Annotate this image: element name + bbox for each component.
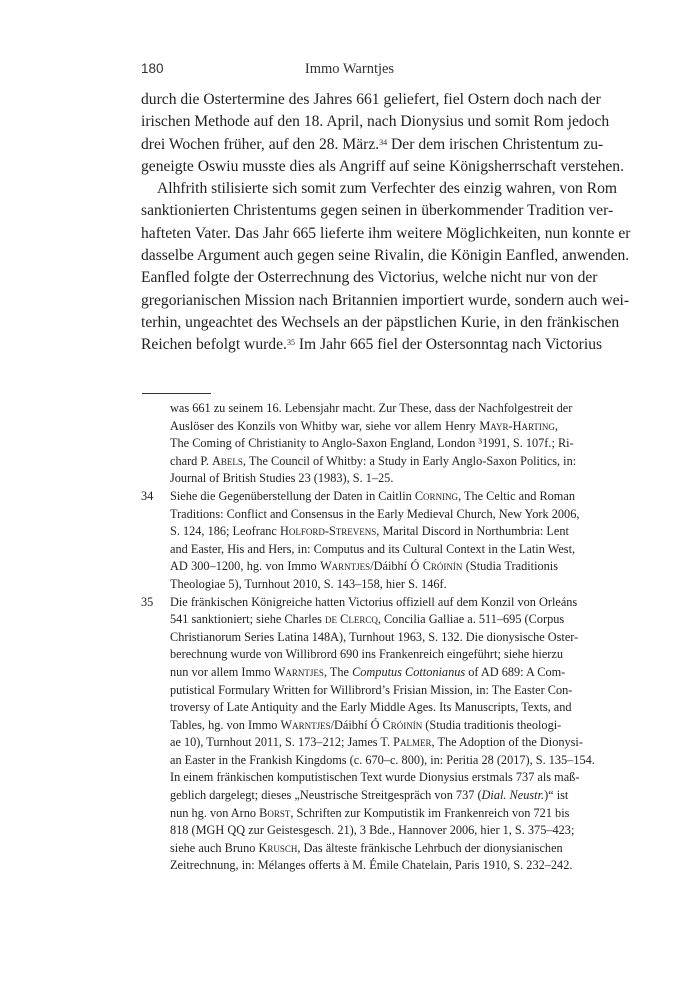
author-name: Cróinín (422, 559, 463, 574)
footnote-34 (141, 488, 580, 594)
footnote-line: geblich dargelegt; dieses „Neustrische Streitgespräch von 737 (Dial. Neustr.)“ ist (170, 788, 569, 803)
footnote-number: 34 (141, 488, 154, 503)
footnote-line: S. 124, 186; Leofranc Holford-Strevens, Marital Discord in Northumbria: Lent (170, 524, 569, 539)
author-name: Abels (212, 453, 243, 468)
author-name: Krusch (258, 840, 298, 855)
footnote-line: troversy of Late Antiquity and the Early Middle Ages. Its Manuscripts, Texts, and (170, 700, 572, 715)
author-name: Warntjes (280, 717, 331, 732)
footnote-line: an Easter in the Frankish Kingdoms (c. 670–c. 800), in: Peritia 28 (2017), S. 135–154. (170, 752, 595, 767)
body-line: dasselbe Argument auch gegen seine Rivalin, die Königin Eanfled, anwenden. (141, 247, 630, 265)
italic-title: Computus Cottonianus (352, 664, 466, 679)
author-name: Corning (414, 488, 459, 503)
author-name: Mayr-Harting (479, 418, 555, 433)
footnote-line: Tables, hg. von Immo Warntjes/Dáibhí Ó Cróinín (Studia traditionis theologi- (170, 717, 562, 732)
footnote-separator (142, 393, 211, 394)
body-line: hafteten Vater. Das Jahr 665 lieferte ihm weitere Möglichkeiten, nun konnte er (141, 224, 631, 242)
body-line: geneigte Oswiu musste dies als Angriff auf seine Königsherrschaft verstehen. (141, 157, 624, 175)
body-line: sanktionierten Christentums gegen seinen in überkommender Tradition ver- (141, 202, 614, 220)
body-line: Eanfled folgte der Osterrechnung des Victorius, welche nicht nur von der (141, 269, 598, 287)
footnote-line: berechnung wurde von Willibrord 690 ins Frankenreich eingeführt; siehe hierzu (170, 647, 564, 662)
footnote-line: ae 10), Turnhout 2011, S. 173–212; James T. Palmer, The Adoption of the Dionysi- (170, 735, 583, 750)
footnote-line: In einem fränkischen komputistischen Text wurde Dionysius erstmals 737 als maß- (170, 770, 580, 785)
footnote-line: Christianorum Series Latina 148A), Turnhout 1963, S. 132. Die dionysische Oster- (170, 629, 579, 644)
author-name: Cróinín (382, 717, 423, 732)
body-line: Reichen befolgt wurde.$^{35}$ Im Jahr 665 fiel der Ostersonntag nach Victorius (141, 336, 603, 354)
body-line: Alhfrith stilisierte sich somit zum Verfechter des einzig wahren, von Rom (157, 180, 618, 198)
footnote-line: Journal of British Studies 23 (1983), S. 1–25. (170, 471, 394, 486)
footnote-line: siehe auch Bruno Krusch, Das älteste fränkische Lehrbuch der dionysianischen (170, 840, 563, 855)
footnote-line: Siehe die Gegenüberstellung der Daten in Caitlin Corning, The Celtic and Roman (170, 488, 575, 503)
body-line: drei Wochen früher, auf den 28. März.$^{34}$ Der dem irischen Christentum zu- (141, 135, 604, 153)
footnote-continued (141, 400, 577, 488)
author-name: de Clercq (325, 612, 378, 627)
author-name: Warntjes (273, 664, 324, 679)
author-name: Holford-Strevens (279, 524, 377, 539)
author-name: Warntjes (320, 559, 371, 574)
footnote-line: Auslöser des Konzils von Whitby war, siehe vor allem Henry Mayr-Harting, (170, 418, 558, 433)
italic-title: Dial. Neustr. (481, 788, 545, 803)
footnote-line: Theologiae 5), Turnhout 2010, S. 143–158, hier S. 146f. (170, 576, 447, 591)
main-text (141, 89, 631, 357)
footnote-line: The Coming of Christianity to Anglo-Saxon England, London ³1991, S. 107f.; Ri- (170, 436, 574, 451)
footnote-line: Die fränkischen Königreiche hatten Victorius offiziell auf dem Konzil von Orleáns (170, 594, 578, 609)
page-number: 180 (141, 61, 164, 76)
footnote-line: nun hg. von Arno Borst, Schriften zur Komputistik im Frankenreich von 721 bis (170, 805, 570, 820)
footnote-line: was 661 zu seinem 16. Lebensjahr macht. Zur These, dass der Nachfolgestreit der (170, 401, 573, 415)
footnote-line: Zeitrechnung, in: Mélanges offerts à M. Émile Chatelain, Paris 1910, S. 232–242. (170, 858, 573, 873)
footnote-line: 818 (MGH QQ zur Geistesgesch. 21), 3 Bde., Hannover 2006, hier 1, S. 375–423; (170, 823, 575, 838)
footnote-ref-35[interactable]: 35 (286, 338, 295, 348)
footnote-line: chard P. Abels, The Council of Whitby: a Study in Early Anglo-Saxon Politics, in: (170, 453, 577, 468)
author-name: Palmer (393, 735, 432, 750)
footnote-line: putistical Formulary Written for Willibrord’s Frisian Mission, in: The Easter Con- (170, 682, 573, 697)
page-header (141, 61, 558, 81)
body-line: gregorianischen Mission nach Britannien importiert wurde, sondern auch wei- (141, 291, 630, 309)
footnote-line: 541 sanktioniert; siehe Charles de Clercq, Concilia Galliae a. 511–695 (Corpus (170, 612, 565, 627)
footnote-number: 35 (141, 594, 154, 609)
body-line: durch die Ostertermine des Jahres 661 geliefert, fiel Ostern doch nach der (141, 91, 601, 108)
footnote-line: nun vor allem Immo Warntjes, The Computus Cottonianus of AD 689: A Com- (170, 664, 566, 679)
footnote-line: Traditions: Conflict and Consensus in the Early Medieval Church, New York 2006, (170, 506, 580, 521)
body-line: terhin, ungeachtet des Wechsels an der päpstlichen Kurie, in den fränkischen (141, 313, 620, 331)
footnote-35 (141, 594, 595, 876)
footnote-ref-34[interactable]: 34 (379, 137, 388, 147)
body-line: irischen Methode auf den 18. April, nach Dionysius und somit Rom jedoch (141, 113, 610, 131)
running-head: Immo Warntjes (304, 61, 395, 77)
footnotes (141, 400, 595, 875)
author-name: Borst (259, 805, 291, 820)
footnote-line: AD 300–1200, hg. von Immo Warntjes/Dáibhí Ó Cróinín (Studia Traditionis (170, 559, 558, 574)
footnote-line: and Easter, His and Hers, in: Computus and its Cultural Context in the Latin West, (170, 541, 576, 556)
